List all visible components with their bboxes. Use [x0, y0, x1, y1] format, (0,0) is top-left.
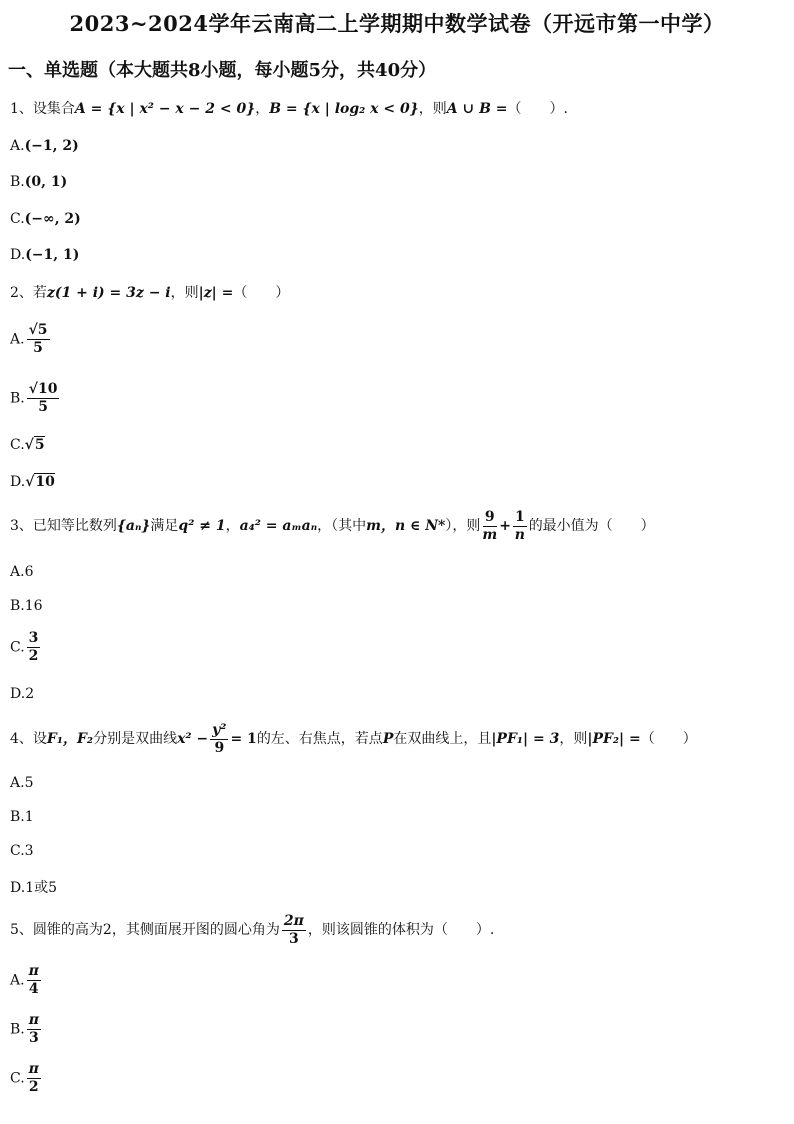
q3-sequence: {aₙ}	[116, 518, 151, 534]
q2-prefix: 2、若	[10, 285, 47, 301]
option-label: C.	[10, 639, 25, 656]
denominator: n	[514, 526, 525, 543]
denominator: 2	[28, 1079, 39, 1095]
denominator: 5	[33, 340, 43, 356]
numerator: 2π	[283, 912, 304, 929]
q4-text: 的左、右焦点，若点	[256, 731, 383, 747]
q5-prefix: 5、圆锥的高为2，其侧面展开图的圆心角为	[10, 922, 280, 938]
question-2	[10, 283, 289, 303]
fraction	[482, 509, 497, 544]
q4-foci: F₁，F₂	[46, 731, 94, 747]
q2-equation: z(1 + i) = 3z − i	[46, 285, 171, 301]
fraction	[282, 913, 306, 948]
option-label: C.	[10, 843, 25, 859]
q3-option-a	[10, 564, 33, 580]
sqrt: √10	[25, 474, 55, 490]
q4-tail: （ ）	[640, 731, 697, 747]
option-label: B.	[10, 174, 25, 190]
option-label: D.	[10, 247, 26, 263]
q3-condition: q² ≠ 1	[178, 518, 226, 534]
q1-option-d	[10, 247, 79, 263]
radicand: 5	[34, 437, 45, 453]
question-3	[10, 508, 655, 544]
q1-option-c	[10, 211, 81, 227]
fraction	[27, 1012, 41, 1047]
q2-option-c	[10, 437, 45, 453]
option-value: (−1, 2)	[24, 138, 79, 154]
numerator: 1	[514, 508, 525, 525]
q4-option-a	[10, 775, 33, 791]
q2-option-b	[10, 381, 61, 416]
q1-option-b	[10, 174, 67, 190]
q1-prefix: 1、设集合	[10, 101, 75, 117]
plus-sign: +	[499, 518, 511, 534]
option-label: A.	[10, 138, 25, 154]
q5-option-a	[10, 963, 43, 998]
denominator: 9	[214, 739, 225, 756]
q4-expr: |PF₂| =	[587, 731, 641, 747]
q2-expr: |z| =	[198, 285, 234, 301]
q4-option-d	[10, 877, 57, 897]
fraction	[27, 381, 60, 416]
option-value: (−1, 1)	[25, 247, 80, 263]
q3-tail: 的最小值为（ ）	[528, 518, 655, 534]
option-label: C.	[10, 437, 25, 453]
option-label: A.	[10, 564, 25, 580]
q1-option-a	[10, 138, 79, 154]
q4-option-c	[10, 843, 34, 859]
q3-text: ），则	[445, 518, 481, 534]
numerator: π	[28, 1061, 39, 1077]
option-value: (−∞, 2)	[24, 211, 81, 227]
q4-option-b	[10, 809, 34, 825]
q4-prefix: 4、设	[10, 731, 47, 747]
q1-sep: ，	[255, 101, 270, 117]
question-5	[10, 911, 494, 949]
q4-equals: = 1	[230, 731, 257, 747]
numerator: y²	[212, 721, 227, 738]
fraction	[513, 509, 527, 544]
q1-expr: A ∪ B =	[446, 101, 508, 117]
q1-set-a: A = {x | x² − x − 2 < 0}	[74, 101, 256, 117]
option-value: 1或5	[25, 880, 58, 896]
option-label: B.	[10, 1021, 25, 1038]
option-value: 3	[24, 843, 34, 859]
q5-option-b	[10, 1012, 43, 1047]
q3-condition: a₄² = aₘaₙ	[239, 518, 318, 534]
q4-text: ，则	[559, 731, 588, 747]
numerator: 3	[28, 630, 39, 646]
q3-option-c	[10, 630, 42, 665]
q1-tail: （ ）.	[507, 101, 568, 117]
option-label: A.	[10, 331, 25, 348]
option-label: D.	[10, 474, 26, 490]
option-label: C.	[10, 1070, 25, 1087]
q5-option-c	[10, 1061, 43, 1096]
q1-mid: ，则	[418, 101, 447, 117]
option-label: D.	[10, 880, 26, 896]
q5-tail: ，则该圆锥的体积为（ ）.	[307, 922, 495, 938]
option-label: B.	[10, 390, 25, 407]
q4-text: 在双曲线上，且	[393, 731, 492, 747]
option-label: B.	[10, 598, 25, 614]
option-value: 16	[24, 598, 43, 614]
q3-sep: ，	[225, 518, 240, 534]
fraction	[27, 1061, 41, 1096]
q4-text: 分别是双曲线	[93, 731, 178, 747]
fraction	[27, 322, 50, 357]
option-value: (0, 1)	[24, 174, 68, 190]
numerator: √5	[28, 322, 48, 338]
fraction	[27, 630, 41, 665]
denominator: 5	[38, 399, 48, 415]
denominator: 2	[28, 648, 39, 664]
numerator: π	[28, 963, 39, 979]
numerator: √10	[28, 381, 58, 397]
option-value: 6	[24, 564, 34, 580]
q3-condition: m，n ∈ N*	[366, 518, 446, 534]
q1-set-b: B = {x | log₂ x < 0}	[269, 101, 419, 117]
denominator: m	[482, 526, 498, 543]
exam-title: 2023~2024学年云南高二上学期期中数学试卷（开远市第一中学）	[69, 11, 725, 36]
option-value: 5	[24, 775, 34, 791]
q3-text: 满足	[150, 518, 179, 534]
option-label: B.	[10, 809, 25, 825]
question-4	[10, 720, 697, 758]
denominator: 3	[288, 930, 299, 947]
sqrt: √5	[24, 437, 45, 453]
q2-option-d	[10, 474, 55, 490]
q2-mid: ，则	[170, 285, 199, 301]
q2-option-a	[10, 322, 52, 357]
option-label: A.	[10, 972, 25, 989]
numerator: π	[28, 1012, 39, 1028]
denominator: 3	[29, 1030, 39, 1046]
option-label: A.	[10, 775, 25, 791]
denominator: 4	[28, 981, 39, 997]
question-1	[10, 99, 568, 119]
option-label: D.	[10, 686, 26, 702]
q2-tail: （ ）	[233, 285, 290, 301]
q4-term: x² −	[177, 731, 209, 747]
section-heading: 一、单选题（本大题共8小题，每小题5分，共40分）	[8, 60, 437, 81]
option-label: C.	[10, 211, 25, 227]
fraction	[210, 722, 228, 757]
radicand: 10	[35, 474, 55, 490]
q3-text: ，（其中	[317, 518, 367, 534]
q3-option-b	[10, 598, 43, 614]
q3-option-d	[10, 686, 34, 702]
q4-condition: |PF₁| = 3	[491, 731, 560, 747]
fraction	[27, 963, 41, 998]
option-value: 2	[25, 686, 35, 702]
q3-prefix: 3、已知等比数列	[10, 518, 117, 534]
q4-point: P	[382, 731, 394, 747]
option-value: 1	[24, 809, 34, 825]
numerator: 9	[484, 508, 495, 525]
